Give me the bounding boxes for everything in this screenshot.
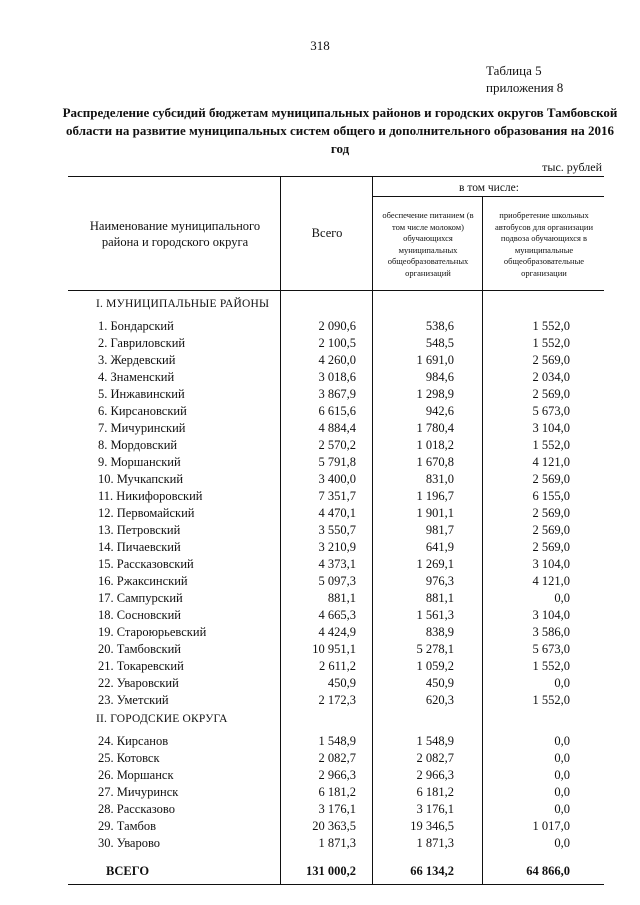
table-row [0, 573, 640, 589]
row-name: 28. Рассказово [98, 802, 175, 816]
table-row [0, 539, 640, 555]
table-row [0, 403, 640, 419]
row-name: 29. Тамбов [98, 819, 157, 833]
row-food: 19 346,5 [410, 819, 454, 833]
row-total: 6 615,6 [318, 404, 356, 418]
row-name: 15. Рассказовский [98, 557, 194, 571]
row-bus: 0,0 [554, 591, 570, 605]
row-total: 3 400,0 [318, 472, 356, 486]
table-row [0, 767, 640, 783]
row-total: 3 018,6 [318, 370, 356, 384]
table-row [0, 692, 640, 708]
row-bus: 2 569,0 [532, 472, 570, 486]
table-row [0, 522, 640, 538]
row-food: 1 670,8 [416, 455, 454, 469]
row-name: 25. Котовск [98, 751, 160, 765]
row-total: 881,1 [327, 591, 356, 605]
row-total: 6 181,2 [318, 785, 356, 799]
row-total: 3 867,9 [318, 387, 356, 401]
row-bus: 1 552,0 [532, 319, 570, 333]
header-bus: приобретение школьных автобусов для организации подвоза обучающихся в муниципальные общеобразовательные организации [494, 210, 594, 278]
row-total: 5 097,3 [318, 574, 356, 588]
table-ref-line2: приложения 8 [486, 80, 564, 95]
row-bus: 1 552,0 [532, 336, 570, 350]
row-food: 1 691,0 [416, 353, 454, 367]
row-name: 12. Первомайский [98, 506, 195, 520]
table-row [0, 454, 640, 470]
row-bus: 2 569,0 [532, 387, 570, 401]
row-bus: 2 569,0 [532, 540, 570, 554]
units-label: тыс. рублей [542, 160, 602, 174]
row-name: 10. Мучкапский [98, 472, 184, 486]
row-name: 24. Кирсанов [98, 734, 169, 748]
row-bus: 0,0 [554, 836, 570, 850]
row-total: 2 090,6 [318, 319, 356, 333]
row-food: 538,6 [425, 319, 454, 333]
row-name: 3. Жердевский [98, 353, 176, 367]
table-row [0, 675, 640, 691]
grand-total-bus: 64 866,0 [526, 864, 570, 878]
table-row [0, 658, 640, 674]
table-row [0, 505, 640, 521]
row-food: 1 780,4 [416, 421, 454, 435]
table-row [0, 420, 640, 436]
row-food: 831,0 [425, 472, 454, 486]
row-bus: 2 034,0 [532, 370, 570, 384]
table-top-rule [68, 176, 604, 177]
row-total: 2 966,3 [318, 768, 356, 782]
row-total: 4 260,0 [318, 353, 356, 367]
section-cities: II. ГОРОДСКИЕ ОКРУГА [96, 713, 228, 725]
row-food: 1 871,3 [416, 836, 454, 850]
table-row [0, 607, 640, 623]
row-food: 1 018,2 [416, 438, 454, 452]
row-bus: 0,0 [554, 734, 570, 748]
row-name: 27. Мичуринск [98, 785, 179, 799]
table-bottom-rule [68, 884, 604, 885]
row-name: 8. Мордовский [98, 438, 178, 452]
grand-total-row [0, 863, 640, 879]
row-total: 1 548,9 [318, 734, 356, 748]
row-food: 838,9 [425, 625, 454, 639]
row-bus: 2 569,0 [532, 523, 570, 537]
row-name: 20. Тамбовский [98, 642, 181, 656]
row-name: 6. Кирсановский [98, 404, 187, 418]
table-row [0, 733, 640, 749]
row-bus: 3 104,0 [532, 421, 570, 435]
table-row [0, 488, 640, 504]
row-name: 30. Уварово [98, 836, 161, 850]
table-row [0, 590, 640, 606]
table-row [0, 784, 640, 800]
row-total: 1 871,3 [318, 836, 356, 850]
row-total: 3 176,1 [318, 802, 356, 816]
row-total: 7 351,7 [318, 489, 356, 503]
row-total: 450,9 [327, 676, 356, 690]
row-food: 1 561,3 [416, 608, 454, 622]
row-bus: 0,0 [554, 768, 570, 782]
table-row [0, 437, 640, 453]
row-name: 5. Инжавинский [98, 387, 185, 401]
row-bus: 0,0 [554, 676, 570, 690]
including-rule [372, 196, 604, 197]
grand-total-label: ВСЕГО [106, 864, 150, 878]
row-total: 2 611,2 [318, 659, 356, 673]
row-total: 2 172,3 [318, 693, 356, 707]
row-food: 620,3 [425, 693, 454, 707]
row-food: 1 298,9 [416, 387, 454, 401]
row-food: 6 181,2 [416, 785, 454, 799]
row-name: 26. Моршанск [98, 768, 174, 782]
table-row [0, 835, 640, 851]
row-total: 4 884,4 [318, 421, 356, 435]
row-name: 23. Уметский [98, 693, 169, 707]
document-title: Распределение субсидий бюджетам муниципальных районов и городских округов Тамбовской области на развитие муниципальных систем общего и дополнительного образования на 2016 год [62, 105, 618, 156]
row-bus: 3 586,0 [532, 625, 570, 639]
row-food: 1 901,1 [416, 506, 454, 520]
row-total: 2 100,5 [318, 336, 356, 350]
table-row [0, 369, 640, 385]
row-total: 4 665,3 [318, 608, 356, 622]
row-total: 2 570,2 [318, 438, 356, 452]
row-name: 14. Пичаевский [98, 540, 181, 554]
table-row [0, 471, 640, 487]
header-bottom-rule [68, 290, 604, 291]
row-total: 4 424,9 [318, 625, 356, 639]
table-row [0, 801, 640, 817]
header-name: Наименование муниципального района и городского округа [89, 219, 261, 249]
row-total: 4 470,1 [318, 506, 356, 520]
row-bus: 1 552,0 [532, 438, 570, 452]
row-name: 9. Моршанский [98, 455, 181, 469]
row-name: 13. Петровский [98, 523, 181, 537]
table-row [0, 641, 640, 657]
row-food: 981,7 [425, 523, 454, 537]
row-name: 19. Староюрьевский [98, 625, 207, 639]
row-bus: 6 155,0 [532, 489, 570, 503]
row-food: 984,6 [425, 370, 454, 384]
table-row [0, 352, 640, 368]
table-row [0, 750, 640, 766]
row-name: 4. Знаменский [98, 370, 175, 384]
row-name: 18. Сосновский [98, 608, 181, 622]
row-bus: 0,0 [554, 751, 570, 765]
row-name: 11. Никифоровский [98, 489, 203, 503]
table-row [0, 386, 640, 402]
row-food: 942,6 [425, 404, 454, 418]
row-food: 976,3 [425, 574, 454, 588]
row-name: 16. Ржаксинский [98, 574, 188, 588]
page-number: 318 [310, 38, 330, 53]
grand-total-food: 66 134,2 [410, 864, 454, 878]
table-reference [486, 62, 563, 96]
row-total: 2 082,7 [318, 751, 356, 765]
row-total: 5 791,8 [318, 455, 356, 469]
row-name: 2. Гавриловский [98, 336, 186, 350]
row-name: 17. Сампурский [98, 591, 183, 605]
row-bus: 0,0 [554, 802, 570, 816]
header-including: в том числе: [459, 182, 519, 194]
section-districts: I. МУНИЦИПАЛЬНЫЕ РАЙОНЫ [96, 298, 270, 310]
row-food: 3 176,1 [416, 802, 454, 816]
row-food: 1 196,7 [416, 489, 454, 503]
row-bus: 4 121,0 [532, 455, 570, 469]
row-food: 1 269,1 [416, 557, 454, 571]
row-food: 2 082,7 [416, 751, 454, 765]
row-food: 548,5 [425, 336, 454, 350]
row-total: 4 373,1 [318, 557, 356, 571]
row-total: 20 363,5 [312, 819, 356, 833]
row-bus: 0,0 [554, 785, 570, 799]
row-bus: 3 104,0 [532, 557, 570, 571]
row-name: 1. Бондарский [98, 319, 174, 333]
row-total: 10 951,1 [312, 642, 356, 656]
row-total: 3 210,9 [318, 540, 356, 554]
row-bus: 1 552,0 [532, 693, 570, 707]
table-row [0, 318, 640, 334]
row-food: 450,9 [425, 676, 454, 690]
row-food: 641,9 [425, 540, 454, 554]
table-row [0, 335, 640, 351]
table-row [0, 556, 640, 572]
row-bus: 2 569,0 [532, 506, 570, 520]
row-name: 21. Токаревский [98, 659, 184, 673]
table-row [0, 624, 640, 640]
row-bus: 1 552,0 [532, 659, 570, 673]
row-total: 3 550,7 [318, 523, 356, 537]
row-name: 7. Мичуринский [98, 421, 186, 435]
row-food: 1 548,9 [416, 734, 454, 748]
row-bus: 3 104,0 [532, 608, 570, 622]
row-bus: 2 569,0 [532, 353, 570, 367]
row-food: 1 059,2 [416, 659, 454, 673]
header-total: Всего [311, 226, 343, 240]
row-bus: 1 017,0 [532, 819, 570, 833]
table-row [0, 818, 640, 834]
table-ref-line1: Таблица 5 [486, 63, 542, 78]
grand-total-sum: 131 000,2 [306, 864, 356, 878]
row-bus: 5 673,0 [532, 642, 570, 656]
row-food: 2 966,3 [416, 768, 454, 782]
row-food: 5 278,1 [416, 642, 454, 656]
header-food: обеспечение питанием (в том числе молоком) обучающихся муниципальных общеобразовательных организаций [382, 210, 474, 278]
row-bus: 5 673,0 [532, 404, 570, 418]
row-name: 22. Уваровский [98, 676, 179, 690]
row-bus: 4 121,0 [532, 574, 570, 588]
row-food: 881,1 [425, 591, 454, 605]
